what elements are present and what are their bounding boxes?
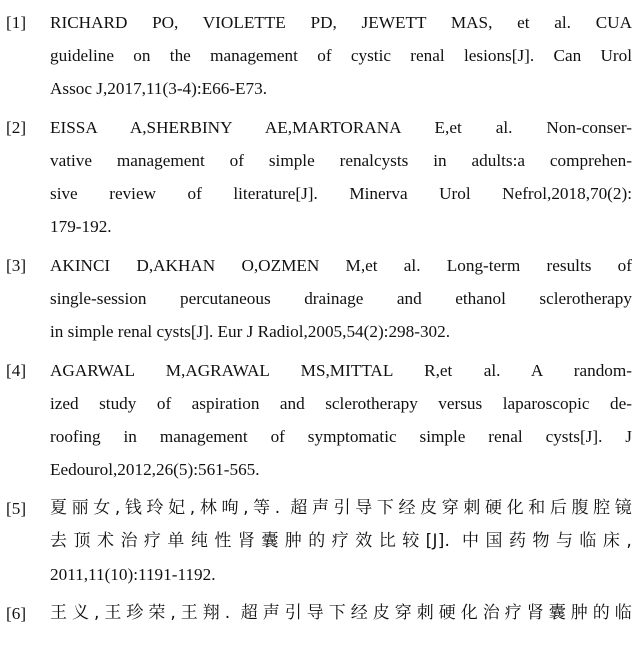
reference-line: RICHARD PO, VIOLETTE PD, JEWETT MAS, et al. CUA <box>50 13 632 32</box>
reference-line: single-session percutaneous drainage and ethanol sclerotherapy <box>50 289 632 308</box>
reference-item-5 <box>6 492 632 591</box>
reference-line: 去顶术治疗单纯性肾囊肿的疗效比较[J]. 中国药物与临床, <box>50 531 632 551</box>
reference-line: guideline on the management of cystic renal lesions[J]. Can Urol <box>50 46 632 65</box>
reference-number: [2] <box>6 118 27 137</box>
reference-line: 王义,王珍荣,王翔. 超声引导下经皮穿刺硬化治疗肾囊肿的临 <box>50 603 632 623</box>
reference-list <box>6 6 632 636</box>
reference-item-4 <box>6 354 632 486</box>
reference-line: Assoc J,2017,11(3-4):E66-E73. <box>50 79 268 98</box>
reference-number: [1] <box>6 13 27 32</box>
reference-item-3 <box>6 249 632 348</box>
reference-item-6 <box>6 597 632 630</box>
reference-line: in simple renal cysts[J]. Eur J Radiol,2005,54(2):298-302. <box>50 322 451 341</box>
reference-line: AGARWAL M,AGRAWAL MS,MITTAL R,et al. A random- <box>50 361 632 380</box>
reference-item-2 <box>6 111 632 243</box>
reference-line: vative management of simple renalcysts in adults:a comprehen- <box>50 151 632 170</box>
reference-number: [6] <box>6 604 27 623</box>
reference-number: [3] <box>6 256 27 275</box>
reference-number: [5] <box>6 499 27 518</box>
reference-line: 2011,11(10):1191-1192. <box>50 565 216 584</box>
reference-line: EISSA A,SHERBINY AE,MARTORANA E,et al. Non-conser- <box>50 118 632 137</box>
reference-line: ized study of aspiration and sclerotherapy versus laparoscopic de- <box>50 394 632 413</box>
reference-line: roofing in management of symptomatic simple renal cysts[J]. J <box>50 427 632 446</box>
reference-line: sive review of literature[J]. Minerva Urol Nefrol,2018,70(2): <box>50 184 632 203</box>
reference-line: 179-192. <box>50 217 112 236</box>
reference-number: [4] <box>6 361 27 380</box>
reference-line: 夏丽女,钱玲妃,林咰,等. 超声引导下经皮穿刺硬化和后腹腔镜 <box>50 498 632 518</box>
reference-line: Eedourol,2012,26(5):561-565. <box>50 460 260 479</box>
reference-line: AKINCI D,AKHAN O,OZMEN M,et al. Long-term results of <box>50 256 632 275</box>
reference-item-1 <box>6 6 632 105</box>
